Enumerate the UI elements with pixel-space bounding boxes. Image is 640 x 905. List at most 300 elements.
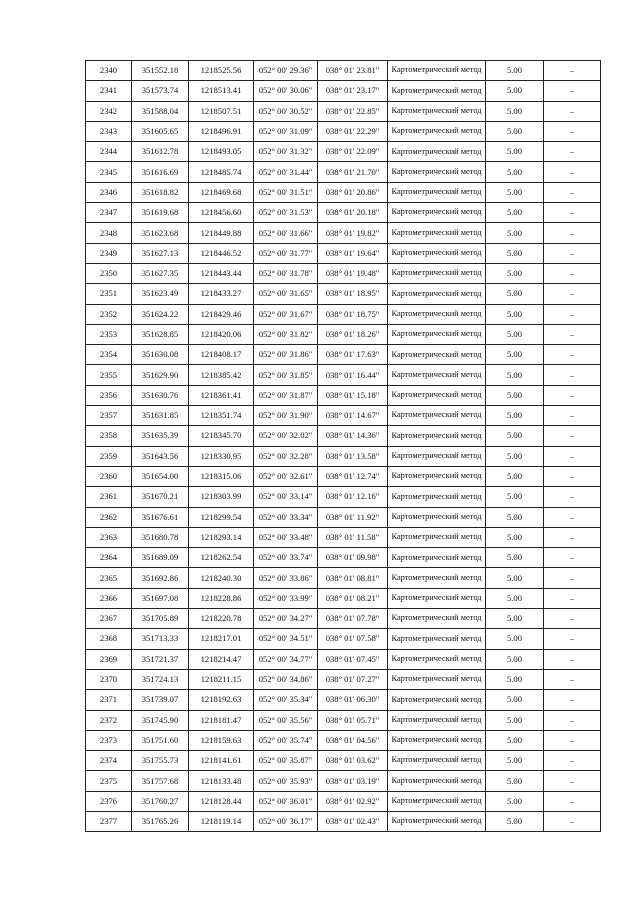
cell-latitude: 052° 00' 33.14" [254,487,318,507]
cell-longitude: 038° 01' 23.81" [318,61,388,81]
cell-accuracy: 5.00 [486,81,544,101]
cell-point-number: 2349 [86,243,132,263]
cell-latitude: 052° 00' 31.53" [254,203,318,223]
cell-latitude: 052° 00' 35.93" [254,771,318,791]
table-row [86,507,601,527]
cell-point-number: 2361 [86,487,132,507]
cell-coord-x: 351619.68 [132,203,189,223]
cell-coord-x: 351628.85 [132,324,189,344]
cell-latitude: 052° 00' 32.02" [254,426,318,446]
cell-coord-x: 351612.78 [132,142,189,162]
cell-point-number: 2368 [86,629,132,649]
cell-coord-x: 351630.76 [132,385,189,405]
cell-latitude: 052° 00' 31.85" [254,365,318,385]
cell-latitude: 052° 00' 31.82" [254,324,318,344]
cell-point-number: 2362 [86,507,132,527]
cell-accuracy: 5.00 [486,771,544,791]
table-row [86,548,601,568]
cell-latitude: 052° 00' 35.74" [254,730,318,750]
cell-longitude: 038° 01' 22.85" [318,101,388,121]
cell-method: Картометрический метод [388,61,486,81]
cell-point-number: 2348 [86,223,132,243]
cell-coord-x: 351573.74 [132,81,189,101]
cell-accuracy: 5.00 [486,548,544,568]
cell-coord-x: 351605.65 [132,121,189,141]
cell-method: Картометрический метод [388,263,486,283]
cell-note: – [544,81,601,101]
cell-latitude: 052° 00' 31.87" [254,385,318,405]
cell-point-number: 2372 [86,710,132,730]
cell-accuracy: 5.00 [486,385,544,405]
cell-accuracy: 5.00 [486,162,544,182]
table-row [86,121,601,141]
cell-coord-y: 1218351.74 [189,406,254,426]
cell-method: Картометрический метод [388,81,486,101]
cell-coord-x: 351739.07 [132,690,189,710]
cell-point-number: 2347 [86,203,132,223]
cell-point-number: 2344 [86,142,132,162]
cell-method: Картометрический метод [388,365,486,385]
cell-accuracy: 5.00 [486,345,544,365]
cell-method: Картометрический метод [388,426,486,446]
cell-coord-y: 1218299.54 [189,507,254,527]
cell-note: – [544,446,601,466]
cell-coord-y: 1218513.41 [189,81,254,101]
table-row [86,791,601,811]
table-row [86,406,601,426]
cell-coord-y: 1218211.15 [189,669,254,689]
table-row [86,629,601,649]
cell-method: Картометрический метод [388,588,486,608]
cell-coord-y: 1218385.42 [189,365,254,385]
cell-coord-x: 351616.69 [132,162,189,182]
cell-coord-y: 1218429.46 [189,304,254,324]
cell-coord-y: 1218240.30 [189,568,254,588]
cell-method: Картометрический метод [388,771,486,791]
cell-longitude: 038° 01' 18.95" [318,284,388,304]
cell-accuracy: 5.00 [486,426,544,446]
cell-longitude: 038° 01' 07.58" [318,629,388,649]
cell-coord-y: 1218303.99 [189,487,254,507]
cell-point-number: 2353 [86,324,132,344]
table-row [86,101,601,121]
cell-point-number: 2375 [86,771,132,791]
cell-coord-y: 1218315.06 [189,466,254,486]
cell-method: Картометрический метод [388,121,486,141]
cell-longitude: 038° 01' 16.44" [318,365,388,385]
cell-note: – [544,710,601,730]
cell-longitude: 038° 01' 07.78" [318,609,388,629]
cell-coord-y: 1218159.63 [189,730,254,750]
cell-point-number: 2356 [86,385,132,405]
cell-point-number: 2366 [86,588,132,608]
table-row [86,588,601,608]
cell-latitude: 052° 00' 31.51" [254,182,318,202]
cell-note: – [544,304,601,324]
table-row [86,527,601,547]
cell-coord-x: 351680.78 [132,527,189,547]
cell-method: Картометрический метод [388,162,486,182]
cell-coord-y: 1218214.47 [189,649,254,669]
cell-accuracy: 5.00 [486,710,544,730]
cell-longitude: 038° 01' 07.27" [318,669,388,689]
cell-coord-y: 1218420.06 [189,324,254,344]
cell-method: Картометрический метод [388,548,486,568]
cell-coord-x: 351588.04 [132,101,189,121]
cell-longitude: 038° 01' 19.48" [318,263,388,283]
cell-longitude: 038° 01' 14.67" [318,406,388,426]
cell-coord-y: 1218449.88 [189,223,254,243]
cell-coord-x: 351552.18 [132,61,189,81]
cell-method: Картометрический метод [388,507,486,527]
table-row [86,324,601,344]
cell-coord-x: 351745.90 [132,710,189,730]
cell-note: – [544,690,601,710]
cell-note: – [544,243,601,263]
table-row [86,487,601,507]
cell-note: – [544,669,601,689]
cell-longitude: 038° 01' 03.19" [318,771,388,791]
cell-point-number: 2357 [86,406,132,426]
cell-accuracy: 5.00 [486,609,544,629]
cell-note: – [544,406,601,426]
cell-method: Картометрический метод [388,487,486,507]
cell-point-number: 2370 [86,669,132,689]
cell-latitude: 052° 00' 32.28" [254,446,318,466]
cell-accuracy: 5.00 [486,669,544,689]
cell-note: – [544,487,601,507]
cell-point-number: 2360 [86,466,132,486]
cell-coord-y: 1218192.63 [189,690,254,710]
table-row [86,426,601,446]
cell-point-number: 2345 [86,162,132,182]
cell-coord-y: 1218408.17 [189,345,254,365]
cell-longitude: 038° 01' 12.16" [318,487,388,507]
cell-coord-y: 1218525.56 [189,61,254,81]
cell-coord-y: 1218433.27 [189,284,254,304]
cell-method: Картометрический метод [388,568,486,588]
cell-accuracy: 5.00 [486,649,544,669]
cell-note: – [544,609,601,629]
cell-coord-y: 1218220.78 [189,609,254,629]
cell-latitude: 052° 00' 34.77" [254,649,318,669]
cell-point-number: 2376 [86,791,132,811]
cell-coord-y: 1218330.95 [189,446,254,466]
cell-note: – [544,203,601,223]
cell-latitude: 052° 00' 34.51" [254,629,318,649]
cell-accuracy: 5.00 [486,121,544,141]
cell-accuracy: 5.00 [486,243,544,263]
table-row [86,771,601,791]
cell-point-number: 2377 [86,811,132,831]
cell-accuracy: 5.00 [486,466,544,486]
cell-accuracy: 5.00 [486,446,544,466]
table-row [86,730,601,750]
cell-point-number: 2363 [86,527,132,547]
cell-method: Картометрический метод [388,751,486,771]
cell-latitude: 052° 00' 31.09" [254,121,318,141]
cell-method: Картометрический метод [388,527,486,547]
cell-point-number: 2343 [86,121,132,141]
cell-coord-x: 351724.13 [132,669,189,689]
cell-coord-y: 1218485.74 [189,162,254,182]
cell-point-number: 2355 [86,365,132,385]
cell-coord-x: 351629.90 [132,365,189,385]
cell-longitude: 038° 01' 07.45" [318,649,388,669]
cell-latitude: 052° 00' 31.86" [254,345,318,365]
cell-coord-x: 351697.08 [132,588,189,608]
table-row [86,142,601,162]
cell-coord-x: 351630.08 [132,345,189,365]
cell-accuracy: 5.00 [486,324,544,344]
cell-note: – [544,649,601,669]
cell-method: Картометрический метод [388,142,486,162]
cell-latitude: 052° 00' 29.36" [254,61,318,81]
cell-longitude: 038° 01' 04.56" [318,730,388,750]
cell-longitude: 038° 01' 20.18" [318,203,388,223]
cell-longitude: 038° 01' 22.09" [318,142,388,162]
cell-method: Картометрический метод [388,791,486,811]
cell-point-number: 2342 [86,101,132,121]
cell-coord-x: 351713.33 [132,629,189,649]
cell-method: Картометрический метод [388,101,486,121]
cell-accuracy: 5.00 [486,203,544,223]
cell-coord-x: 351623.68 [132,223,189,243]
cell-coord-y: 1218293.14 [189,527,254,547]
cell-accuracy: 5.00 [486,101,544,121]
cell-method: Картометрический метод [388,284,486,304]
table-row [86,345,601,365]
cell-accuracy: 5.00 [486,406,544,426]
cell-accuracy: 5.00 [486,629,544,649]
cell-point-number: 2340 [86,61,132,81]
coordinates-table-body [86,61,601,832]
table-row [86,162,601,182]
cell-latitude: 052° 00' 31.67" [254,304,318,324]
cell-longitude: 038° 01' 02.92" [318,791,388,811]
cell-longitude: 038° 01' 02.43" [318,811,388,831]
cell-longitude: 038° 01' 20.86" [318,182,388,202]
cell-latitude: 052° 00' 34.86" [254,669,318,689]
cell-point-number: 2364 [86,548,132,568]
cell-coord-x: 351627.13 [132,243,189,263]
cell-coord-y: 1218133.48 [189,771,254,791]
cell-latitude: 052° 00' 35.34" [254,690,318,710]
cell-coord-x: 351670.21 [132,487,189,507]
cell-method: Картометрический метод [388,243,486,263]
table-row [86,223,601,243]
cell-coord-y: 1218493.05 [189,142,254,162]
table-row [86,609,601,629]
cell-point-number: 2367 [86,609,132,629]
table-row [86,385,601,405]
cell-coord-x: 351721.37 [132,649,189,669]
cell-coord-y: 1218228.86 [189,588,254,608]
cell-latitude: 052° 00' 33.48" [254,527,318,547]
cell-accuracy: 5.00 [486,304,544,324]
cell-longitude: 038° 01' 21.70" [318,162,388,182]
cell-coord-x: 351631.85 [132,406,189,426]
cell-method: Картометрический метод [388,690,486,710]
cell-latitude: 052° 00' 34.27" [254,609,318,629]
cell-coord-y: 1218141.61 [189,751,254,771]
cell-longitude: 038° 01' 08.21" [318,588,388,608]
cell-note: – [544,182,601,202]
cell-coord-y: 1218469.68 [189,182,254,202]
cell-point-number: 2351 [86,284,132,304]
cell-method: Картометрический метод [388,446,486,466]
cell-latitude: 052° 00' 33.34" [254,507,318,527]
cell-accuracy: 5.00 [486,507,544,527]
cell-method: Картометрический метод [388,811,486,831]
cell-note: – [544,365,601,385]
cell-method: Картометрический метод [388,182,486,202]
cell-longitude: 038° 01' 13.58" [318,446,388,466]
cell-note: – [544,121,601,141]
cell-method: Картометрический метод [388,223,486,243]
cell-coord-y: 1218361.41 [189,385,254,405]
cell-latitude: 052° 00' 36.01" [254,791,318,811]
cell-accuracy: 5.00 [486,142,544,162]
cell-coord-x: 351623.49 [132,284,189,304]
cell-accuracy: 5.00 [486,690,544,710]
cell-accuracy: 5.00 [486,223,544,243]
cell-note: – [544,61,601,81]
cell-point-number: 2352 [86,304,132,324]
cell-longitude: 038° 01' 19.64" [318,243,388,263]
table-row [86,751,601,771]
cell-accuracy: 5.00 [486,568,544,588]
cell-coord-x: 351618.82 [132,182,189,202]
cell-point-number: 2371 [86,690,132,710]
cell-point-number: 2369 [86,649,132,669]
cell-longitude: 038° 01' 11.58" [318,527,388,547]
cell-coord-y: 1218262.54 [189,548,254,568]
cell-accuracy: 5.00 [486,527,544,547]
cell-coord-x: 351689.09 [132,548,189,568]
table-row [86,243,601,263]
cell-accuracy: 5.00 [486,487,544,507]
cell-point-number: 2374 [86,751,132,771]
cell-latitude: 052° 00' 33.99" [254,588,318,608]
cell-note: – [544,223,601,243]
cell-accuracy: 5.00 [486,791,544,811]
cell-point-number: 2373 [86,730,132,750]
table-row [86,669,601,689]
cell-accuracy: 5.00 [486,365,544,385]
cell-coord-y: 1218119.14 [189,811,254,831]
cell-method: Картометрический метод [388,345,486,365]
cell-coord-x: 351635.39 [132,426,189,446]
cell-method: Картометрический метод [388,669,486,689]
cell-latitude: 052° 00' 31.77" [254,243,318,263]
cell-note: – [544,284,601,304]
cell-note: – [544,101,601,121]
cell-coord-x: 351676.61 [132,507,189,527]
cell-longitude: 038° 01' 03.62" [318,751,388,771]
cell-accuracy: 5.00 [486,182,544,202]
cell-note: – [544,466,601,486]
cell-method: Картометрический метод [388,406,486,426]
cell-coord-y: 1218181.47 [189,710,254,730]
cell-coord-y: 1218446.52 [189,243,254,263]
cell-note: – [544,385,601,405]
cell-note: – [544,771,601,791]
cell-point-number: 2341 [86,81,132,101]
table-row [86,284,601,304]
cell-accuracy: 5.00 [486,751,544,771]
cell-method: Картометрический метод [388,324,486,344]
cell-latitude: 052° 00' 31.44" [254,162,318,182]
cell-coord-y: 1218217.01 [189,629,254,649]
cell-accuracy: 5.00 [486,730,544,750]
cell-longitude: 038° 01' 19.82" [318,223,388,243]
cell-longitude: 038° 01' 06.30" [318,690,388,710]
cell-method: Картометрический метод [388,710,486,730]
cell-coord-x: 351643.56 [132,446,189,466]
cell-note: – [544,345,601,365]
cell-longitude: 038° 01' 23.17" [318,81,388,101]
cell-coord-y: 1218345.70 [189,426,254,446]
cell-accuracy: 5.00 [486,263,544,283]
cell-longitude: 038° 01' 09.98" [318,548,388,568]
cell-note: – [544,730,601,750]
cell-latitude: 052° 00' 31.32" [254,142,318,162]
cell-latitude: 052° 00' 33.74" [254,548,318,568]
cell-latitude: 052° 00' 31.66" [254,223,318,243]
cell-note: – [544,507,601,527]
cell-method: Картометрический метод [388,385,486,405]
table-row [86,61,601,81]
cell-longitude: 038° 01' 18.26" [318,324,388,344]
cell-coord-x: 351654.00 [132,466,189,486]
cell-method: Картометрический метод [388,609,486,629]
cell-coord-x: 351627.35 [132,263,189,283]
table-row [86,466,601,486]
coordinates-table [85,60,601,832]
cell-accuracy: 5.00 [486,811,544,831]
cell-note: – [544,751,601,771]
cell-method: Картометрический метод [388,304,486,324]
cell-longitude: 038° 01' 15.18" [318,385,388,405]
cell-point-number: 2354 [86,345,132,365]
cell-point-number: 2365 [86,568,132,588]
cell-coord-x: 351755.73 [132,751,189,771]
cell-latitude: 052° 00' 35.56" [254,710,318,730]
cell-coord-y: 1218456.60 [189,203,254,223]
table-row [86,811,601,831]
cell-coord-y: 1218443.44 [189,263,254,283]
cell-latitude: 052° 00' 30.06" [254,81,318,101]
cell-note: – [544,629,601,649]
cell-point-number: 2346 [86,182,132,202]
cell-coord-x: 351757.68 [132,771,189,791]
cell-latitude: 052° 00' 31.65" [254,284,318,304]
cell-note: – [544,588,601,608]
cell-latitude: 052° 00' 31.78" [254,263,318,283]
table-row [86,649,601,669]
cell-latitude: 052° 00' 31.90" [254,406,318,426]
cell-method: Картометрический метод [388,466,486,486]
cell-latitude: 052° 00' 35.87" [254,751,318,771]
cell-method: Картометрический метод [388,203,486,223]
cell-accuracy: 5.00 [486,61,544,81]
cell-note: – [544,142,601,162]
cell-longitude: 038° 01' 14.36" [318,426,388,446]
cell-note: – [544,568,601,588]
cell-latitude: 052° 00' 32.61" [254,466,318,486]
table-row [86,365,601,385]
